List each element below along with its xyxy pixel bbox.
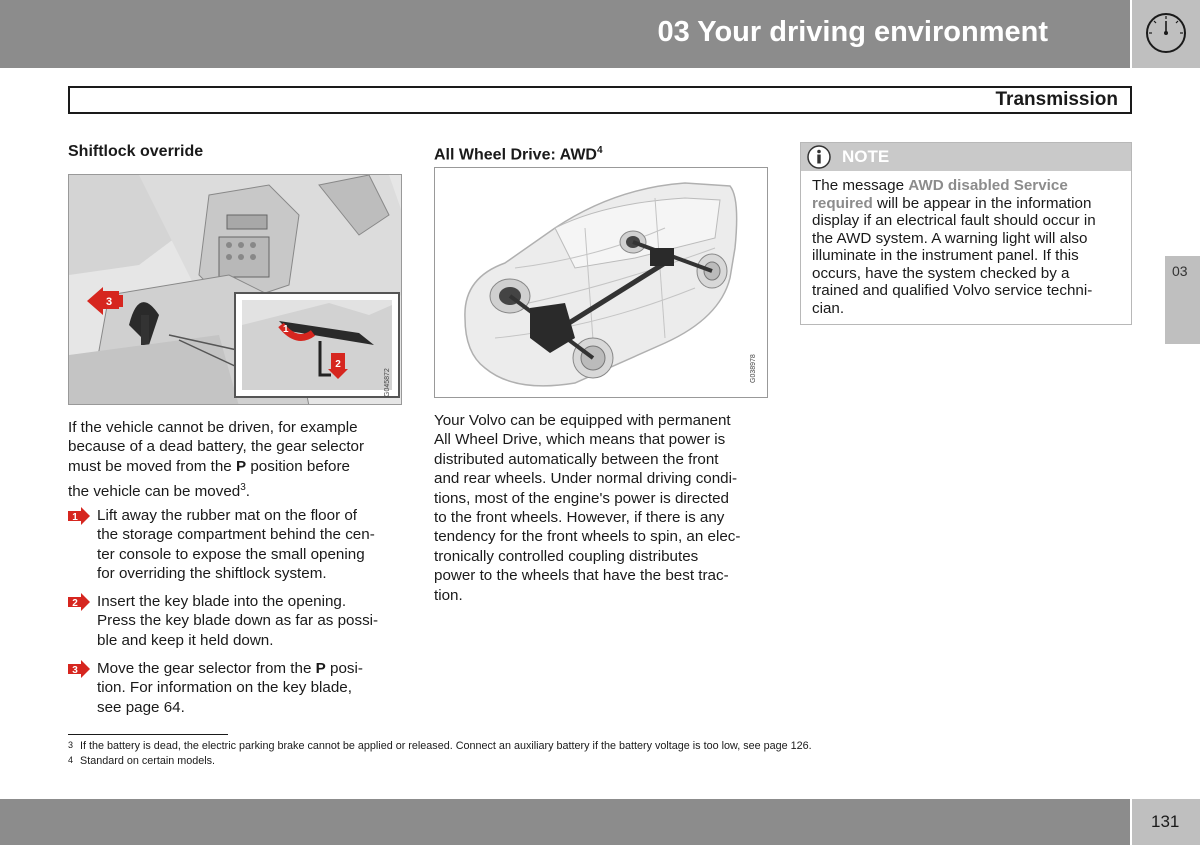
- intro-line: must be moved from the P position before: [68, 457, 350, 475]
- page-number: 131: [1151, 812, 1180, 831]
- chapter-side-tab-label: 03: [1172, 263, 1188, 279]
- step-marker-icon: [68, 507, 90, 525]
- callout-1: 1: [283, 324, 289, 335]
- step-marker-icon: [68, 660, 90, 678]
- step-3-text: Move the gear selector from the P posi- tion. For information on the key blade, see page 64.: [97, 660, 363, 716]
- awd-paragraph: Your Volvo can be equipped with permanent All Wheel Drive, which means that power is distributed automatically between the front and rear wheels. Under normal driving condi- tions, most of the engine's power is directed to the front wheels. However, if there is any tendency for the front wheels to spin, an elec- tronically controlled coupling distributes power to the wheels that have the best trac- tion.: [434, 412, 741, 604]
- header-bar: [0, 0, 1130, 68]
- awd-message-highlight: AWD disabled Service: [908, 177, 1068, 194]
- step-2-text: Insert the key blade into the opening. Press the key blade down as far as possi- ble and keep it held down.: [97, 593, 379, 649]
- figure-code: G045872: [384, 368, 391, 397]
- footnote-ref-3: 3: [240, 482, 246, 494]
- section-title: Transmission: [995, 89, 1118, 110]
- section-header: [68, 86, 1132, 114]
- intro-line: the vehicle can be moved$^3$.: [68, 482, 251, 501]
- step-marker-icon: [68, 593, 90, 611]
- footnote-4: 4 Standard on certain models.: [68, 755, 216, 767]
- callout-2: 2: [335, 359, 341, 370]
- svg-text:2: 2: [72, 598, 78, 609]
- shiftlock-heading: Shiftlock override: [68, 143, 204, 160]
- chapter-icon-box: [1132, 0, 1200, 68]
- shiftlock-intro: [68, 418, 398, 502]
- footer-bar: [0, 799, 1130, 845]
- footnote-divider: [68, 734, 228, 735]
- shiftlock-illustration: [69, 175, 402, 405]
- awd-illustration: [435, 168, 768, 398]
- intro-line: If the vehicle cannot be driven, for example: [68, 419, 358, 436]
- footnote-3: 3 If the battery is dead, the electric parking brake cannot be applied or released. Connect an auxiliary battery if the battery voltage is too low, see page 126.: [68, 740, 812, 752]
- note-box: [800, 142, 1132, 325]
- figure-code: G038978: [750, 354, 757, 383]
- awd-heading: All Wheel Drive: AWD$^4$: [434, 145, 603, 164]
- shiftlock-figure: [68, 174, 402, 405]
- callout-3: 3: [105, 296, 113, 308]
- svg-text:1: 1: [72, 512, 78, 523]
- footnote-ref-4: 4: [596, 145, 603, 156]
- awd-figure: [434, 167, 768, 398]
- svg-text:3: 3: [72, 665, 78, 676]
- note-header: [801, 143, 1131, 171]
- info-icon: [807, 145, 831, 169]
- gauge-icon: [1145, 12, 1187, 54]
- note-label: NOTE: [842, 147, 890, 166]
- note-text: The message AWD disabled Service required will be appear in the information display if an electrical fault should occur in the AWD system. A warning light will also illuminate in the instrument panel. If this occurs, have the system checked by a trained and qualified Volvo service techni- cian.: [812, 177, 1096, 317]
- chapter-title: 03 Your driving environment: [657, 16, 1048, 48]
- intro-line: because of a dead battery, the gear selector: [68, 438, 365, 456]
- step-1-text: Lift away the rubber mat on the floor of the storage compartment behind the cen- ter console to expose the small opening for overriding the shiftlock system.: [97, 507, 375, 583]
